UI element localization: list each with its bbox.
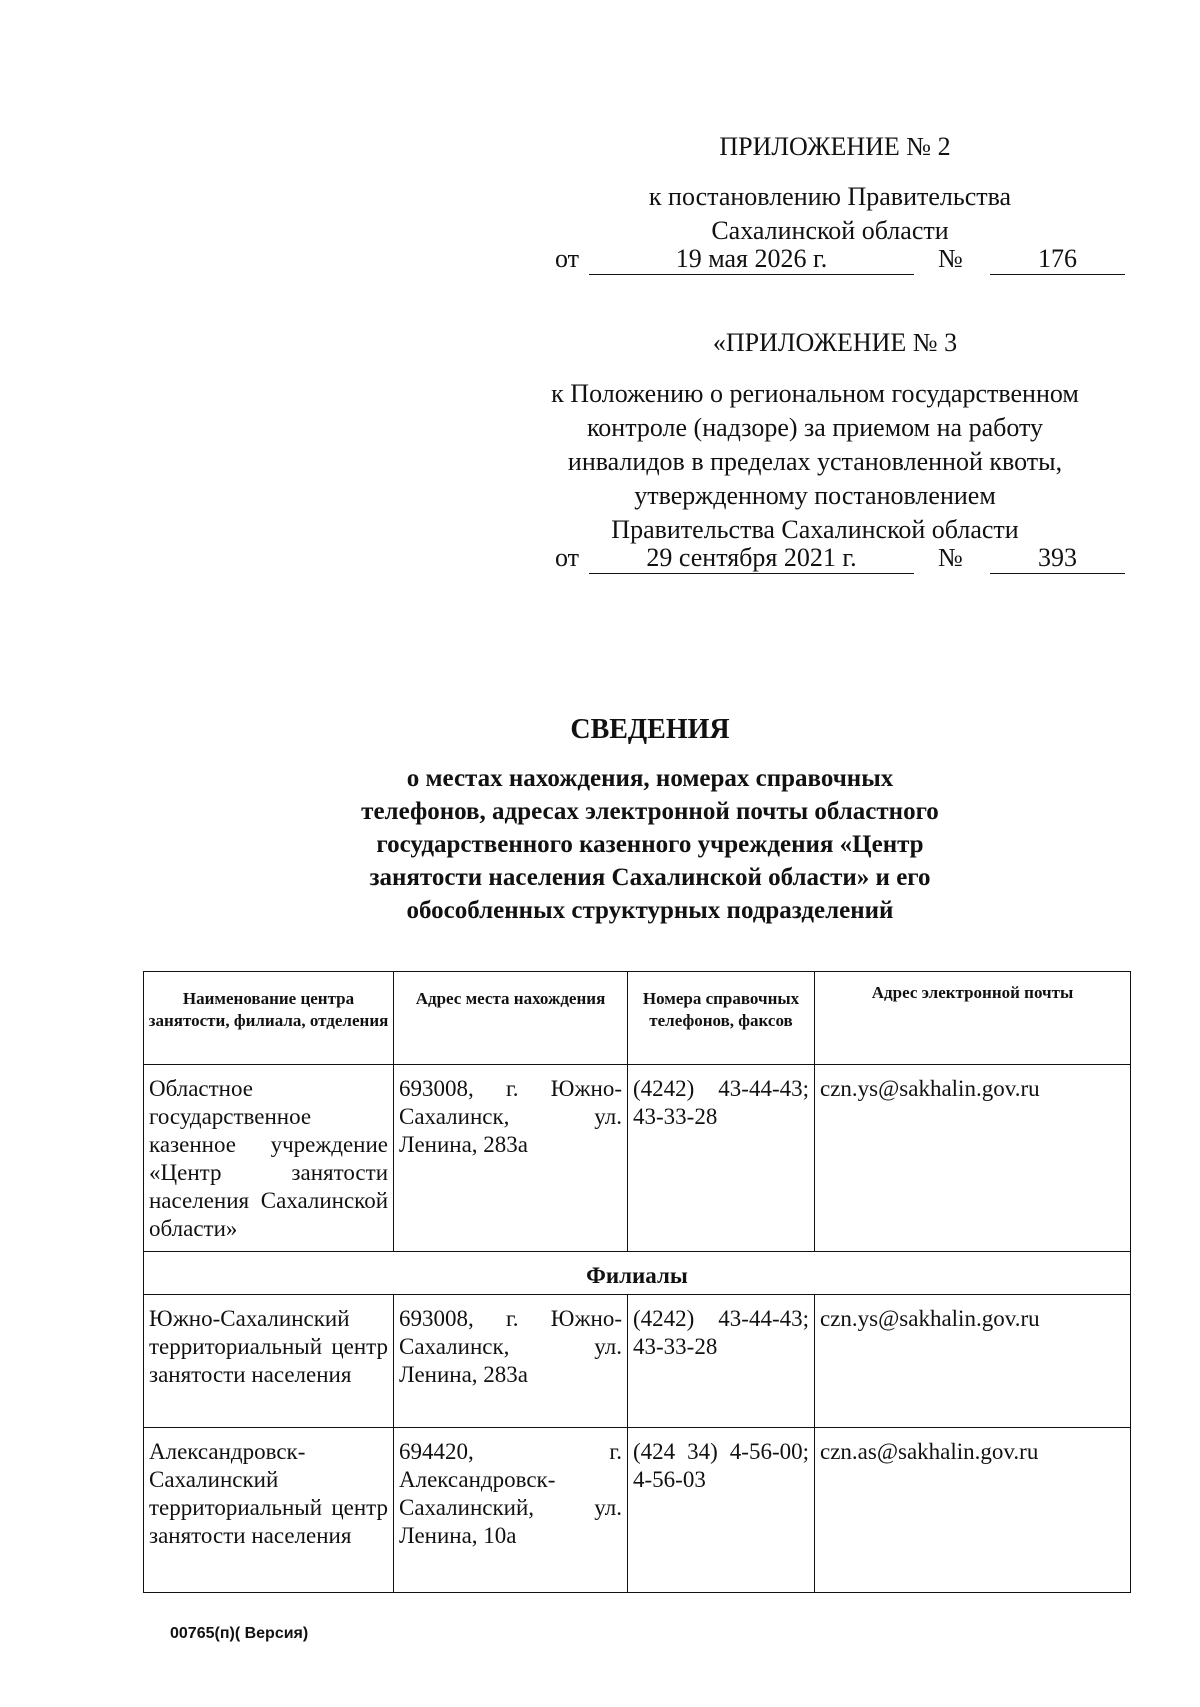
- table-row: [144, 1428, 1131, 1593]
- table-row: [144, 1065, 1131, 1252]
- from-label: от: [555, 244, 580, 273]
- appendix-3-line: инвалидов в пределах установленной квоты,: [567, 447, 1063, 476]
- appendix-2-block: [600, 130, 1070, 164]
- appendix-3-line: к Положению о региональном государственном: [551, 379, 1079, 408]
- cell-email: czn.as@sakhalin.gov.ru: [815, 1428, 1131, 1593]
- from-label: от: [555, 543, 580, 572]
- appendix-3-title: «ПРИЛОЖЕНИЕ № 3: [712, 328, 958, 357]
- appendix-2-caption: [560, 180, 1100, 248]
- cell-phones: (4242) 43-44-43; 43-33-28: [628, 1295, 815, 1428]
- appendix-3-caption: [510, 377, 1120, 547]
- header-phones: Номера справочных телефонов, факсов: [628, 972, 815, 1065]
- cell-phones: (424 34) 4-56-00; 4-56-03: [628, 1428, 815, 1593]
- subtitle-line: о местах нахождения, номерах справочных: [406, 765, 894, 792]
- number-label: №: [938, 244, 963, 273]
- cell-email: czn.ys@sakhalin.gov.ru: [815, 1295, 1131, 1428]
- appendix-3-reference: [555, 543, 1125, 577]
- cell-name: Александровск-Сахалинский территориальный центр занятости населения: [144, 1428, 394, 1593]
- document-subtitle: [270, 762, 1030, 927]
- appendix-3-line: контроле (надзоре) за приемом на работу: [586, 413, 1044, 442]
- appendix-2-line2: Сахалинской области: [711, 216, 949, 245]
- appendix-2-title: ПРИЛОЖЕНИЕ № 2: [719, 132, 951, 161]
- appendix-2-line1: к постановлению Правительства: [648, 182, 1012, 211]
- subtitle-line: занятости населения Сахалинской области» и его: [369, 864, 931, 891]
- number-label: №: [938, 543, 963, 572]
- header-email: Адрес электронной почты: [815, 972, 1131, 1065]
- table-header-row: [144, 972, 1131, 1065]
- document-title: СВЕДЕНИЯ: [570, 714, 730, 745]
- cell-name: Южно-Сахалинский территориальный центр занятости населения: [144, 1295, 394, 1428]
- centers-table: [143, 971, 1131, 1593]
- header-name: Наименование центра занятости, филиала, отделения: [144, 972, 394, 1065]
- appendix-3-date: 29 сентября 2021 г.: [589, 543, 914, 574]
- appendix-3-number: 393: [990, 543, 1125, 574]
- section-label: Филиалы: [144, 1252, 1131, 1295]
- appendix-2-number: 176: [990, 244, 1125, 275]
- table-row: [144, 1295, 1131, 1428]
- appendix-3-line: утвержденному постановлением: [634, 481, 996, 510]
- cell-address: 694420, г. Александровск-Сахалинский, ул. Ленина, 10а: [394, 1428, 628, 1593]
- section-row: [144, 1252, 1131, 1295]
- subtitle-line: обособленных структурных подразделений: [406, 897, 894, 924]
- appendix-2-date: 19 мая 2026 г.: [589, 244, 914, 275]
- document-footer: 00765(п)( Версия): [170, 1625, 309, 1642]
- subtitle-line: государственного казенного учреждения «Центр: [376, 831, 924, 858]
- cell-email: czn.ys@sakhalin.gov.ru: [815, 1065, 1131, 1252]
- cell-phones: (4242) 43-44-43; 43-33-28: [628, 1065, 815, 1252]
- header-address: Адрес места нахождения: [394, 972, 628, 1065]
- cell-name: Областное государственное казенное учреждение «Центр занятости населения Сахалинской области»: [144, 1065, 394, 1252]
- cell-address: 693008, г. Южно-Сахалинск, ул. Ленина, 283а: [394, 1065, 628, 1252]
- appendix-3-block: [600, 326, 1070, 360]
- subtitle-line: телефонов, адресах электронной почты областного: [361, 798, 939, 825]
- appendix-3-line: Правительства Сахалинской области: [611, 515, 1019, 544]
- appendix-2-reference: [555, 244, 1125, 278]
- cell-address: 693008, г. Южно-Сахалинск, ул. Ленина, 283а: [394, 1295, 628, 1428]
